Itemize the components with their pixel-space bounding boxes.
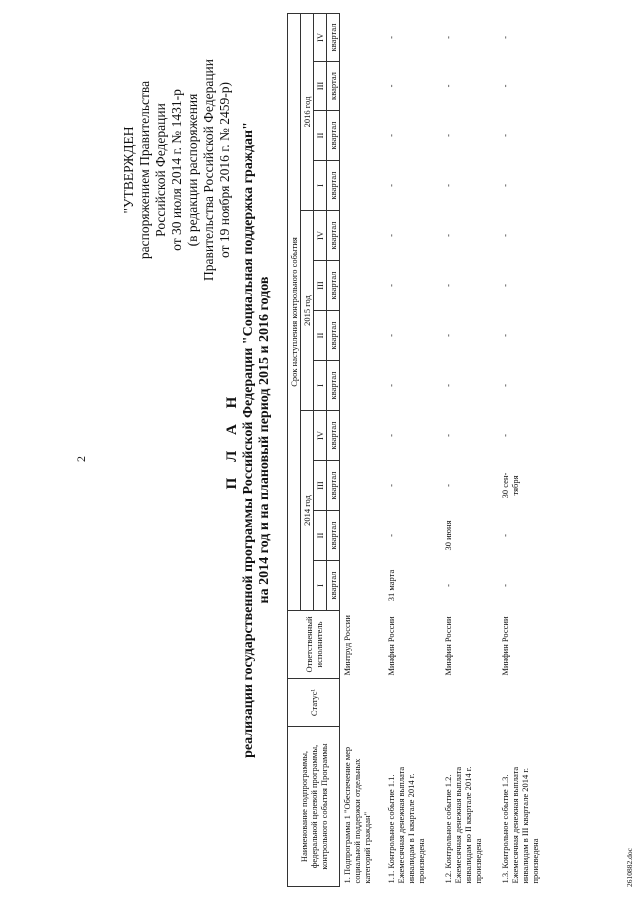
row-deadline-value: - xyxy=(499,36,510,39)
footer-filename: 2610882.doc xyxy=(625,848,634,887)
col-header-name: Наименование подпрограммы, федеральной целевой программы, контрольного события Программы xyxy=(288,727,340,887)
row-deadline-value: - xyxy=(442,84,453,88)
quarter-label: квартал xyxy=(327,461,340,511)
row-status xyxy=(441,679,498,727)
plan-title-line: реализации государственной программы Российской Федерации "Социальная поддержка граждан" xyxy=(241,122,256,758)
year-header: 2016 год xyxy=(301,13,314,210)
row-deadline-value: - xyxy=(385,384,396,387)
quarter-number: III xyxy=(314,461,327,511)
row-deadline-value xyxy=(340,461,384,511)
col-header-deadline: Срок наступления контрольного события xyxy=(288,13,301,610)
row-deadline-value: - xyxy=(499,234,510,237)
row-executor: Минтруд России xyxy=(342,615,352,676)
row-deadline-value xyxy=(340,161,384,211)
col-header-status: Статус¹ xyxy=(288,679,340,727)
row-deadline-value: - xyxy=(385,284,396,287)
row-executor: Минфин России xyxy=(499,616,510,676)
quarter-number: III xyxy=(314,62,327,111)
quarter-number: II xyxy=(314,111,327,161)
plan-title xyxy=(241,90,273,790)
row-deadline-value: - xyxy=(442,384,453,387)
row-deadline-value: - xyxy=(442,484,453,487)
row-deadline-value: 30 июня xyxy=(442,520,453,551)
row-deadline-value xyxy=(340,561,384,611)
row-deadline-value: - xyxy=(385,434,396,437)
quarter-number: IV xyxy=(314,13,327,61)
table-row xyxy=(340,13,384,886)
row-deadline-value: - xyxy=(385,484,396,487)
plan-heading: П Л А Н xyxy=(224,390,240,490)
approval-line: от 30 июля 2014 г. № 1431-р xyxy=(169,89,184,251)
row-deadline-value xyxy=(340,361,384,411)
row-deadline-value: - xyxy=(385,36,396,39)
page-number: 2 xyxy=(74,456,88,462)
row-deadline-value: - xyxy=(442,334,453,337)
quarter-number: II xyxy=(314,511,327,561)
row-name: 1.1. Контрольное событие 1.1. Ежемесячная денежная выплата инвалидам в I квартале 2014 г. произведена xyxy=(385,766,426,884)
row-deadline-value xyxy=(340,311,384,361)
quarter-number: I xyxy=(314,561,327,611)
quarter-label: квартал xyxy=(327,511,340,561)
row-deadline-value: - xyxy=(499,534,510,537)
approval-line: распоряжением Правительства xyxy=(137,80,152,260)
plan-title-line: на 2014 год и на плановый период 2015 и 2016 годов xyxy=(257,276,272,604)
row-deadline-value: - xyxy=(499,584,510,587)
row-deadline-value: - xyxy=(499,334,510,337)
quarter-label: квартал xyxy=(327,311,340,361)
row-deadline-value: - xyxy=(499,384,510,387)
quarter-label: квартал xyxy=(327,161,340,211)
quarter-number: II xyxy=(314,311,327,361)
row-deadline-value xyxy=(340,62,384,111)
plan-table xyxy=(287,13,555,887)
row-deadline-value: - xyxy=(442,434,453,437)
row-deadline-value xyxy=(340,261,384,311)
row-deadline-value: - xyxy=(442,584,453,587)
row-deadline-value: - xyxy=(442,36,453,39)
quarter-number: I xyxy=(314,361,327,411)
table-row xyxy=(441,13,498,886)
row-deadline-value: - xyxy=(385,334,396,337)
quarter-label: квартал xyxy=(327,361,340,411)
row-deadline-value: - xyxy=(385,84,396,88)
row-deadline-value: - xyxy=(499,134,510,137)
approval-line: (в редакции распоряжения xyxy=(185,93,200,247)
row-deadline-value: - xyxy=(442,184,453,187)
row-status xyxy=(384,679,441,727)
quarter-number: I xyxy=(314,161,327,211)
row-deadline-value: - xyxy=(499,84,510,88)
row-deadline-value: - xyxy=(385,534,396,537)
approval-line: Российской Федерации xyxy=(153,103,168,237)
row-deadline-value xyxy=(340,13,384,61)
quarter-label: квартал xyxy=(327,261,340,311)
row-deadline-value: - xyxy=(442,134,453,137)
row-deadline-value: - xyxy=(499,284,510,287)
col-header-executor: Ответственный исполнитель xyxy=(288,611,340,679)
row-deadline-value: - xyxy=(442,284,453,287)
quarter-number: IV xyxy=(314,211,327,261)
row-deadline-value xyxy=(340,111,384,161)
row-deadline-value: 31 марта xyxy=(385,569,396,602)
year-header: 2014 год xyxy=(301,411,314,611)
table-row xyxy=(384,13,441,886)
row-deadline-value xyxy=(340,511,384,561)
row-deadline-value: 30 сен- тября xyxy=(499,472,520,499)
row-name: 1.2. Контрольное событие 1.2. Ежемесячная денежная выплата инвалидам во II квартале 2014 г. произведена xyxy=(442,766,483,884)
row-status xyxy=(340,679,384,727)
row-executor: Минфин России xyxy=(385,616,396,676)
row-deadline-value: - xyxy=(385,184,396,187)
quarter-number: IV xyxy=(314,411,327,461)
approval-line: от 19 ноября 2016 г. № 2459-р) xyxy=(217,82,232,258)
row-deadline-value: - xyxy=(442,234,453,237)
row-deadline-value xyxy=(340,211,384,261)
quarter-label: квартал xyxy=(327,13,340,61)
quarter-label: квартал xyxy=(327,411,340,461)
approval-stamp xyxy=(121,20,233,320)
row-deadline-value: - xyxy=(385,234,396,237)
row-name: 1.3. Контрольное событие 1.3. Ежемесячная денежная выплата инвалидам в III квартале 2014 г. произведена xyxy=(499,766,540,884)
quarter-label: квартал xyxy=(327,211,340,261)
approval-line: Правительства Российской Федерации xyxy=(201,59,216,281)
row-executor: Минфин России xyxy=(442,616,453,676)
row-deadline-value: - xyxy=(385,134,396,137)
row-deadline-value: - xyxy=(499,184,510,187)
row-deadline-value xyxy=(340,411,384,461)
quarter-label: квартал xyxy=(327,111,340,161)
row-status xyxy=(498,679,555,727)
year-header: 2015 год xyxy=(301,211,314,411)
approval-line: "УТВЕРЖДЕН xyxy=(121,126,136,214)
row-deadline-value: - xyxy=(499,434,510,437)
table-row xyxy=(498,13,555,886)
quarter-label: квартал xyxy=(327,62,340,111)
quarter-label: квартал xyxy=(327,561,340,611)
quarter-number: III xyxy=(314,261,327,311)
row-name: 1. Подпрограмма 1 "Обеспечение мер социальной поддержки отдельных категорий граждан" xyxy=(342,746,372,884)
